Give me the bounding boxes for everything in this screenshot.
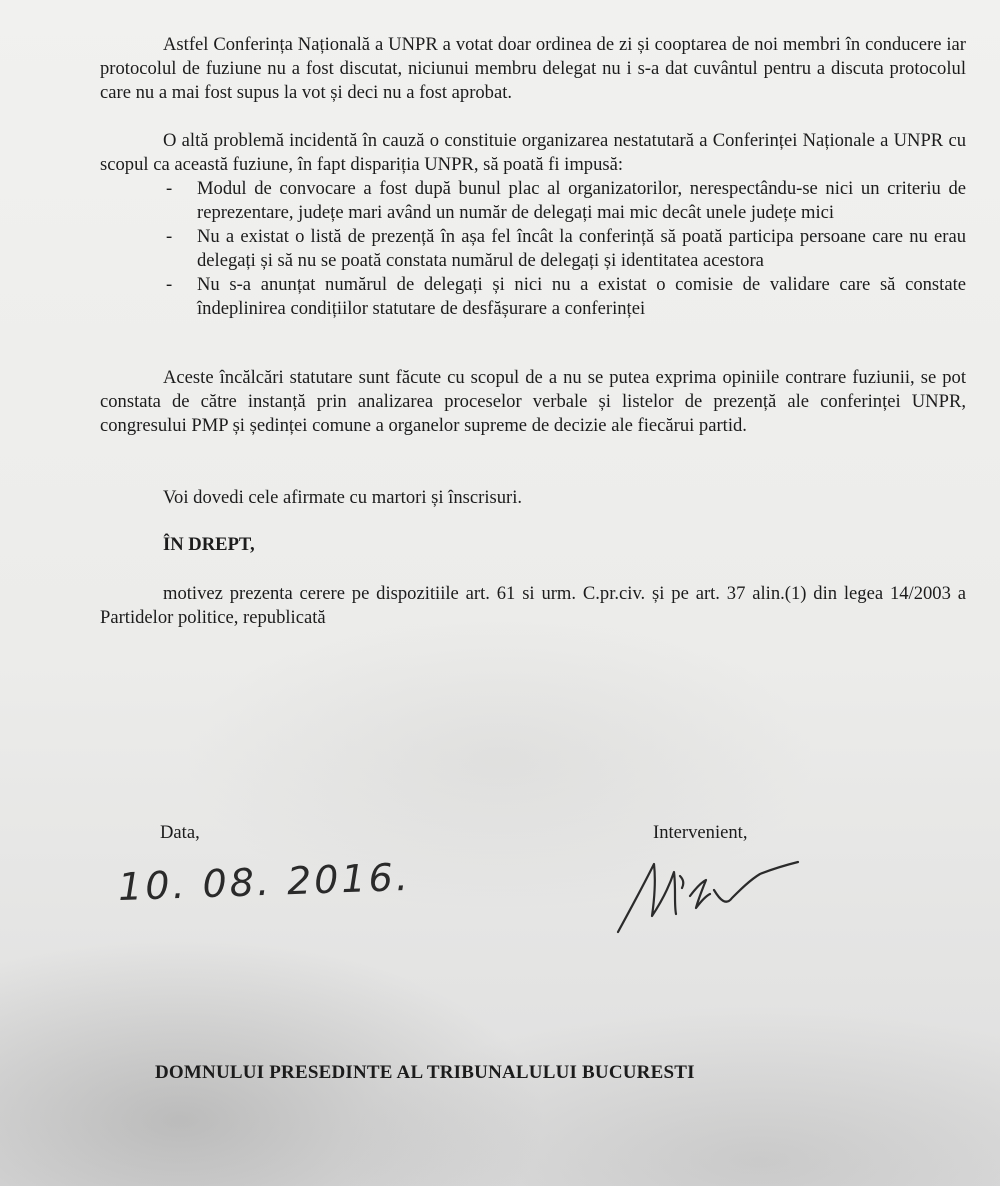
handwritten-date: 10. 08. 2016. xyxy=(117,854,412,910)
list-item xyxy=(163,177,966,225)
paragraph-conferinta-vot: Astfel Conferința Națională a UNPR a votat doar ordinea de zi și cooptarea de noi membri în conducere iar protocolul de fuziune nu a fost discutat, niciunui membru delegat nu i s-a dat cuvântul pentru a discuta protocolul care nu a mai fost supus la vot și deci nu a fost aprobat. xyxy=(100,34,966,103)
dash-bullet: - xyxy=(166,226,173,247)
paragraph-incalcari-statutare: Aceste încălcări statutare sunt făcute cu scopul de a nu se putea exprima opiniile contrare fuziunii, se pot constata de către instanță prin analizarea proceselor verbale și listelor de prezență ale conferinței UNPR, congresului PMP și ședinței comune a organelor supreme de decizie ale fiecărui partid. xyxy=(100,367,966,436)
dash-bullet: - xyxy=(166,274,173,295)
list-item-text: Nu s-a anunțat numărul de delegați și nici nu a existat o comisie de validare care să constate îndeplinirea condițiilor statutare de desfășurare a conferinței xyxy=(197,274,966,319)
signature-icon xyxy=(610,850,810,940)
list-item-text: Nu a existat o listă de prezență în așa fel încât la conferință să poată participa persoane care nu erau delegați și să nu se poată constata numărul de delegați și identitatea acestora xyxy=(197,226,966,271)
paragraph-organizare-nestatutara: O altă problemă incidentă în cauză o constituie organizarea nestatutară a Conferinței Naționale a UNPR cu scopul ca această fuziune, în fapt dispariția UNPR, să poată fi impusă: xyxy=(100,130,966,175)
list-item xyxy=(163,225,966,273)
date-label: Data, xyxy=(160,822,200,843)
objections-list xyxy=(163,177,966,321)
list-item xyxy=(163,273,966,321)
addressee-footer: DOMNULUI PRESEDINTE AL TRIBUNALULUI BUCURESTI xyxy=(155,1062,695,1083)
paragraph-dovezi: Voi dovedi cele afirmate cu martori și înscrisuri. xyxy=(163,487,523,508)
paragraph-temei-legal: motivez prezenta cerere pe dispozitiile art. 61 si urm. C.pr.civ. și pe art. 37 alin.(1) din legea 14/2003 a Partidelor politice, republicată xyxy=(100,583,966,628)
intervenient-label: Intervenient, xyxy=(653,822,748,843)
section-heading-in-drept: ÎN DREPT, xyxy=(163,534,255,555)
dash-bullet: - xyxy=(166,178,173,199)
list-item-text: Modul de convocare a fost după bunul plac al organizatorilor, nerespectându-se nici un criteriu de reprezentare, județe mari având un număr de delegați mai mic decât unele județe mici xyxy=(197,178,966,223)
